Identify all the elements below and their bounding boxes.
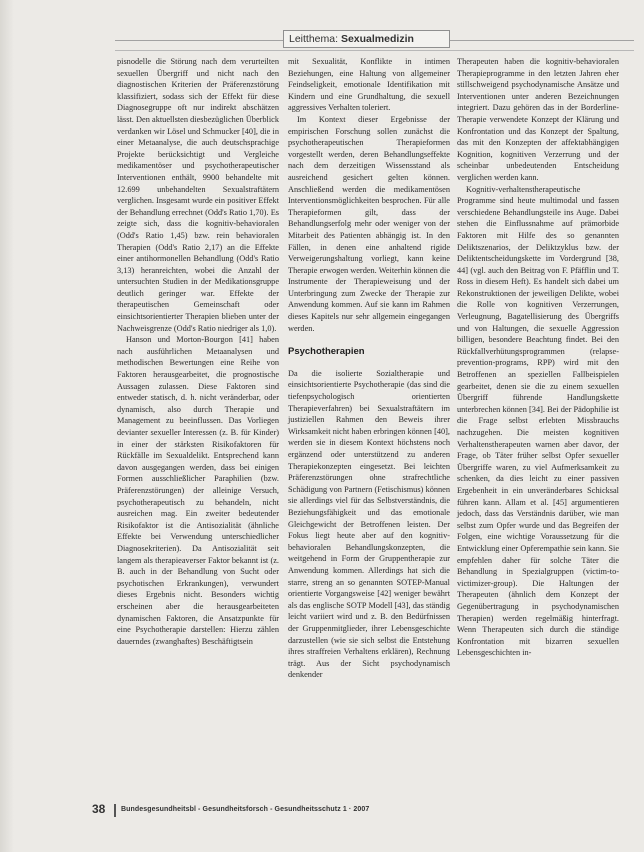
- page-footer: [92, 804, 632, 820]
- text-column-2: [288, 56, 450, 681]
- paragraph: Da die isolierte Sozialtherapie und einsichtsorientierte Psychotherapie (das sind die tiefenpsychologisch orientierten Therapieverfahren) bei Sexualstraftätern im justiziellen Rahmen den Beweis ihrer Wirksamkeit nicht haben erbringen können [40], werden sie in diesem Kontext höchstens noch ergänzend oder unterstützend zu anderen Therapiekonzepten eingesetzt. Bei leichten Präferenzstörungen ohne strafrechtliche Schädigung von Partnern (Fetischismus) können sie allerdings viel für das Selbstverständnis, die Beziehungsfähigkeit und das emotionale Gleichgewicht der Betroffenen leisten. Der Fokus liegt heute aber auf den kognitiv-behavioralen Behandlungskonzepten, die weitgehend in Form der Gruppentherapie zur Anwendung kommen. Allerdings hat sich die starre, streng an so genannten SOTEP-Manual orientierte Vorgangsweise [42] weniger bewährt als das englische SOTP Modell [43], das ständig leicht variiert wird und z. B. den Bedürfnissen der Gruppenmitglieder, ihrer Lebensgeschichte darzustellen (wie sie sich selbst die Entstehung ihres straffreien Verhaltens erklären), Rechnung trägt. Aus der Sicht psychodynamisch denkender: [288, 368, 450, 680]
- paragraph: Hanson und Morton-Bourgon [41] haben nach ausführlichen Metaanalysen und methodischen Bewertungen eine Reihe von Faktoren herausgearbeitet, die prognostische Aussagen zulassen. Diese Faktoren sind entweder statisch, d. h. nicht veränderbar, oder dynamisch, also durch Therapie und Management zu beeinflussen. Das Vorliegen devianter sexueller Interessen (z. B. für Kinder) in einer der stärksten Risikofaktoren für Rückfälle im Sexualdelikt. Entsprechend kann davon ausgegangen werden, dass bei einigen Formen ausschließlicher Paraphilien (bzw. Präferenzstörungen) der alleinige Versuch, psychotherapeutisch zu behandeln, nicht ausreichen mag. Ein zweiter bedeutender Risikofaktor ist die Antisozialität (ähnliche Effekte bei Verwendung unterschiedlicher Diagnosekriterien). Da Antisozialität seit langem als therapieaverser Faktor bekannt ist (z. B. auch in der Behandlung von Sucht oder psychotischen Erkrankungen), verwundert dieses Ergebnis nicht. Besonders wichtig erscheinen aber die herausgearbeiteten dynamischen Faktoren, die Ansatzpunkte für eine Psychotherapie darstellen: Hierzu zählen dauerndes (zwanghaftes) Beschäftigtsein: [117, 335, 279, 646]
- journal-citation: Bundesgesundheitsbl - Gesundheitsforsch - Gesundheitsschutz 1 · 2007: [121, 806, 370, 813]
- section-header-topic: Sexualmedizin: [340, 33, 414, 45]
- paragraph: pisnodelle die Störung nach dem verurteilten sexuellen Übergriff und nicht nach den diagnostischen Kriterien der Präferenzstörung klassifiziert, sodass sich der Effekt für diese Diagnosegruppe oft nur indirekt abschätzen lässt. Den aktuellsten diesbezüglichen Überblick verdanken wir Lösel und Schmucker [40], die in einer Metaanalyse, die auch deutschsprachige Projekte berücksichtigt und Vergleiche medikamentöser und psychotherapeutischer Interventionen enthält, 9900 behandelte mit 12.699 unbehandelten Sexualstraftätern verglichen. Insgesamt wurde ein positiver Effekt der Behandlung errechnet (Odd's Ratio 1,70). Es zeigte sich, dass die kognitiv-behavioralen (Odd's Ratio 1,45) bzw. rein behavioralen Therapien (Odd's Ratio 2,17) an die Effekte einer antihormonellen Behandlung (Odd's Ratio 3,13) heranreichten, wobei die Anzahl der untersuchten Studien in der Medikationsgruppe deutlich geringer war. Effekte der therapeutischen Gemeinschaft oder einsichtsorientierter Therapien blieben unter der Nachweisgrenze (Odd's Ratio niedriger als 1,0).: [117, 57, 279, 333]
- text-column-1: [117, 56, 279, 647]
- footer-divider: [114, 804, 116, 817]
- page-edge-shadow: [0, 0, 14, 852]
- section-heading: Psychotherapien: [288, 346, 365, 358]
- paragraph: mit Sexualität, Konflikte in intimen Beziehungen, eine Haltung von allgemeiner Feindseligkeit, emotionale Identifikation mit Kindern und eine Grundhaltung, die sexuell aggressives Verhalten toleriert.: [288, 57, 450, 113]
- paragraph: Kognitiv-verhaltenstherapeutische Programme sind heute multimodal und fassen verschiedene Behandlungsteile ins Auge. Dabei stehen die Einflussnahme auf prämorbide Faktoren mit Hilfe des so genannten Deliktszenarios, der Deliktzyklus bzw. der Deliktentscheidungskette im Vordergrund [38, 44] (vgl. auch den Beitrag von F. Pfäfflin und T. Ross in diesem Heft). Es handelt sich dabei um Rekonstruktionen der jeweiligen Delikte, wobei die Rolle von kognitiven Verzerrungen, Verleugnung, Bagatellisierung des Übergriffs und von Haltungen, die sexuelle Aggression billigen, besondere Beachtung findet. Bei den Rückfallverhütungsprogrammen (relapse-prevention-programs, RPP) wird mit den Betroffenen an speziellen Fallbeispielen gearbeitet, denen sie die zu einem sexuellen Übergriff führende Handlungskette unterbrechen können [34]. Bei der Pädophilie ist die Frage selbst erlebten Missbrauchs nachzugehen. Die meisten kognitiven Verhaltenstherapeuten warnen aber davor, der Frage, ob Täter früher selbst Opfer sexueller Übergriffe waren, zu viel Aufmerksamkeit zu schenken, da dies leicht zu einer passiven Ergebenheit in ein unveränderbares Schicksal führen kann. Allam et al. [45] argumentieren jedoch, dass das Verständnis darüber, wie man selbst zum Opfer wurde und das Begreifen der Folgen, eine wichtige Voraussetzung für die Entwicklung einer Opferempathie sein kann. Sie empfehlen daher für solche Täter die Behandlung in Spezialgruppen (victim-to-victimizer-group). Die Haltungen der Therapeuten (ähnlich dem Konzept der Gegenübertragung in psychodynamischen Therapien) werden regelmäßig hinterfragt. Wenn Therapeuten sich durch die ständige Konfrontation mit bizarren sexuellen Lebensgeschichten in-: [457, 184, 619, 658]
- section-header-prefix: Leitthema:: [289, 33, 341, 45]
- page-number: 38: [92, 802, 106, 816]
- header-rule-bottom: [115, 50, 634, 51]
- paragraph: Therapeuten haben die kognitiv-behavioralen Therapieprogramme in den letzten Jahren eher stillschweigend psychodynamische Ansätze und Interventionen unter anderen Bezeichnungen integriert. Dazu gehören das in der Borderline-Therapie verwendete Konzept der Klärung und Konfrontation und das Konzept der Spaltung, das mit den Konzepten der affektabhängigen Kognition, kognitiven Verzerrung und der scheinbar unbedeutenden Entscheidung verglichen werden kann.: [457, 57, 619, 182]
- section-header: [283, 30, 450, 48]
- paragraph: Im Kontext dieser Ergebnisse der empirischen Forschung sollen zunächst die psychotherapeutischen Therapieformen vorgestellt werden, deren Behandlungseffekte nach dem derzeitigen Wissensstand als ausreichend gesichert gelten können. Anschließend werden die medikamentösen Interventionsmöglichkeiten besprochen. Für alle Therapieformen gilt, dass der Behandlungserfolg mehr oder weniger von der Mitarbeit des Patienten abhängig ist. In den Fällen, in denen eine anhaltend rigide Verweigerungshaltung vorliegt, kann keine Therapie erwogen werden. Weiterhin können die Instrumente der Therapieweisung und der Unterbringung zum Zwecke der Therapie zur Anwendung kommen. Auf sie kann im Rahmen dieses Kapitels nur sehr allgemein eingegangen werden.: [288, 114, 450, 333]
- text-column-3: [457, 56, 619, 659]
